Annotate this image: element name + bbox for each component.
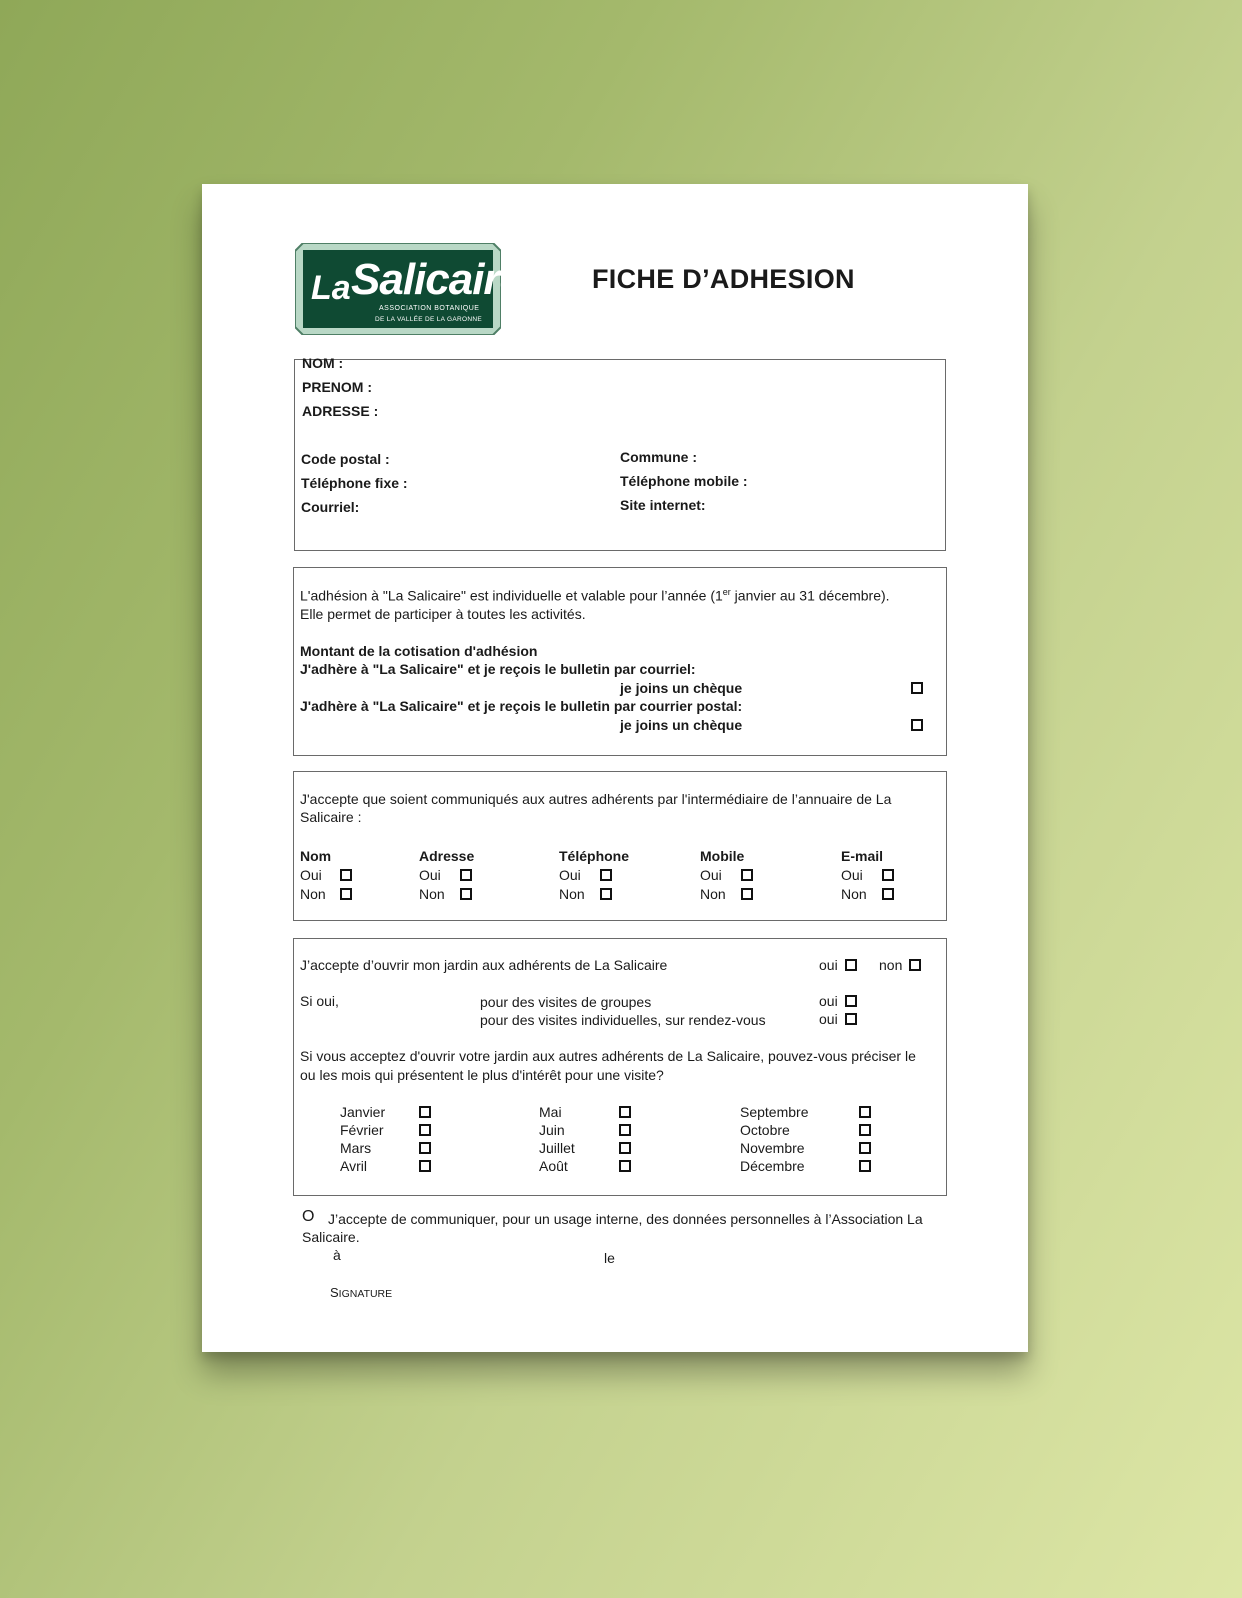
dir-col-telephone: Téléphone (559, 848, 630, 864)
groupes-label: pour des visites de groupes (480, 994, 652, 1010)
individuelles-label: pour des visites individuelles, sur rendez-vous (480, 1012, 766, 1028)
dir-email-non-label: Non (841, 886, 867, 902)
dir-email-oui-label: Oui (841, 867, 863, 883)
nom-label: NOM : (302, 355, 344, 371)
site-internet-label: Site internet: (620, 497, 706, 513)
membership-line1-post: janvier au 31 décembre). (730, 587, 890, 604)
cheque-label-2: je joins un chèque (620, 717, 743, 733)
dir-nom-non-label: Non (300, 886, 326, 902)
page-title: FICHE D’ADHESION (592, 264, 855, 294)
adresse-label: ADRESSE : (302, 403, 379, 419)
groupes-oui-label: oui (819, 993, 838, 1009)
dir-email-non-checkbox[interactable] (882, 888, 894, 900)
dir-adresse-oui-label: Oui (419, 867, 441, 883)
logo-sub1: ASSOCIATION BOTANIQUE (379, 305, 480, 312)
months-line2: ou les mois qui présentent le plus d'intérêt pour une visite? (300, 1067, 664, 1083)
dir-telephone-oui-checkbox[interactable] (600, 869, 612, 881)
months-line1: Si vous acceptez d'ouvrir votre jardin aux autres adhérents de La Salicaire, pouvez-vous préciser le (300, 1048, 916, 1064)
garden-oui-checkbox[interactable] (845, 959, 857, 971)
month-mars-label: Mars (340, 1140, 372, 1156)
membership-line1-pre: L'adhésion à "La Salicaire" est individuelle et valable pour l’année (1 (300, 587, 723, 604)
month-avril-checkbox[interactable] (419, 1160, 431, 1172)
dir-nom-oui-checkbox[interactable] (340, 869, 352, 881)
signature-label (330, 1285, 392, 1300)
dir-col-nom: Nom (300, 848, 332, 864)
individuelles-oui-label: oui (819, 1011, 838, 1027)
month-aout-label: Août (539, 1158, 568, 1174)
cheque-checkbox-courriel[interactable] (911, 682, 923, 694)
courriel-label: Courriel: (301, 499, 360, 515)
month-juillet-checkbox[interactable] (619, 1142, 631, 1154)
membership-line2: Elle permet de participer à toutes les activités. (300, 606, 586, 622)
month-octobre-label: Octobre (740, 1122, 790, 1138)
dir-telephone-non-label: Non (559, 886, 585, 902)
dir-col-email: E-mail (841, 848, 884, 864)
month-decembre-checkbox[interactable] (859, 1160, 871, 1172)
month-septembre-label: Septembre (740, 1104, 809, 1120)
garden-accept-label: J’accepte d’ouvrir mon jardin aux adhérents de La Salicaire (300, 957, 668, 973)
lieu-label: à (333, 1247, 341, 1263)
logo-sub2: DE LA VALLÉE DE LA GARONNE (375, 316, 483, 323)
dir-mobile-non-label: Non (700, 886, 726, 902)
groupes-oui-checkbox[interactable] (845, 995, 857, 1007)
consent-line1: J’accepte de communiquer, pour un usage interne, des données personnelles à l’Association La (328, 1211, 923, 1227)
dir-nom-non-checkbox[interactable] (340, 888, 352, 900)
option-postal-label: J'adhère à "La Salicaire" et je reçois le bulletin par courrier postal: (300, 698, 743, 714)
dir-adresse-non-checkbox[interactable] (460, 888, 472, 900)
montant-label: Montant de la cotisation d'adhésion (300, 643, 538, 659)
month-juillet-label: Juillet (539, 1140, 575, 1156)
month-octobre-checkbox[interactable] (859, 1124, 871, 1136)
dir-email-oui-checkbox[interactable] (882, 869, 894, 881)
dir-nom-oui-label: Oui (300, 867, 322, 883)
directory-line2: Salicaire : (300, 809, 362, 825)
month-fevrier-checkbox[interactable] (419, 1124, 431, 1136)
consent-radio[interactable]: O (302, 1208, 315, 1225)
month-aout-checkbox[interactable] (619, 1160, 631, 1172)
directory-line1: J'accepte que soient communiqués aux autres adhérents par l'intermédiaire de l’annuaire de La (300, 791, 892, 807)
cheque-label-1: je joins un chèque (620, 680, 743, 696)
prenom-label: PRENOM : (302, 379, 372, 395)
dir-mobile-oui-checkbox[interactable] (741, 869, 753, 881)
dir-telephone-oui-label: Oui (559, 867, 581, 883)
option-courriel-label: J'adhère à "La Salicaire" et je reçois le bulletin par courriel: (300, 661, 696, 677)
month-juin-checkbox[interactable] (619, 1124, 631, 1136)
date-label: le (604, 1250, 615, 1266)
membership-line1 (300, 587, 890, 604)
logo-text-la: La (311, 269, 351, 307)
telephone-mobile-label: Téléphone mobile : (620, 473, 748, 489)
si-oui-label: Si oui, (300, 993, 339, 1009)
cheque-checkbox-postal[interactable] (911, 719, 923, 731)
month-juin-label: Juin (539, 1122, 565, 1138)
month-avril-label: Avril (340, 1158, 367, 1174)
code-postal-label: Code postal : (301, 451, 390, 467)
dir-adresse-non-label: Non (419, 886, 445, 902)
consent-line2: Salicaire. (302, 1229, 360, 1245)
garden-oui-label: oui (819, 957, 838, 973)
salicaire-logo (295, 243, 524, 335)
form-paper (202, 184, 1028, 1352)
month-mai-label: Mai (539, 1104, 562, 1120)
month-novembre-checkbox[interactable] (859, 1142, 871, 1154)
dir-mobile-oui-label: Oui (700, 867, 722, 883)
month-novembre-label: Novembre (740, 1140, 805, 1156)
month-septembre-checkbox[interactable] (859, 1106, 871, 1118)
garden-non-checkbox[interactable] (909, 959, 921, 971)
dir-telephone-non-checkbox[interactable] (600, 888, 612, 900)
dir-adresse-oui-checkbox[interactable] (460, 869, 472, 881)
signature-rest: IGNATURE (338, 1288, 393, 1300)
month-janvier-checkbox[interactable] (419, 1106, 431, 1118)
month-janvier-label: Janvier (340, 1104, 386, 1120)
signature-first-letter: S (330, 1285, 339, 1300)
garden-non-label: non (879, 957, 903, 973)
telephone-fixe-label: Téléphone fixe : (301, 475, 408, 491)
individuelles-oui-checkbox[interactable] (845, 1013, 857, 1025)
membership-line1-sup: er (722, 587, 731, 597)
dir-mobile-non-checkbox[interactable] (741, 888, 753, 900)
dir-col-adresse: Adresse (419, 848, 475, 864)
logo-text-salicaire: Salicaire (351, 255, 524, 304)
month-mars-checkbox[interactable] (419, 1142, 431, 1154)
month-fevrier-label: Février (340, 1122, 384, 1138)
dir-col-mobile: Mobile (700, 848, 745, 864)
month-decembre-label: Décembre (740, 1158, 805, 1174)
commune-label: Commune : (620, 449, 697, 465)
month-mai-checkbox[interactable] (619, 1106, 631, 1118)
